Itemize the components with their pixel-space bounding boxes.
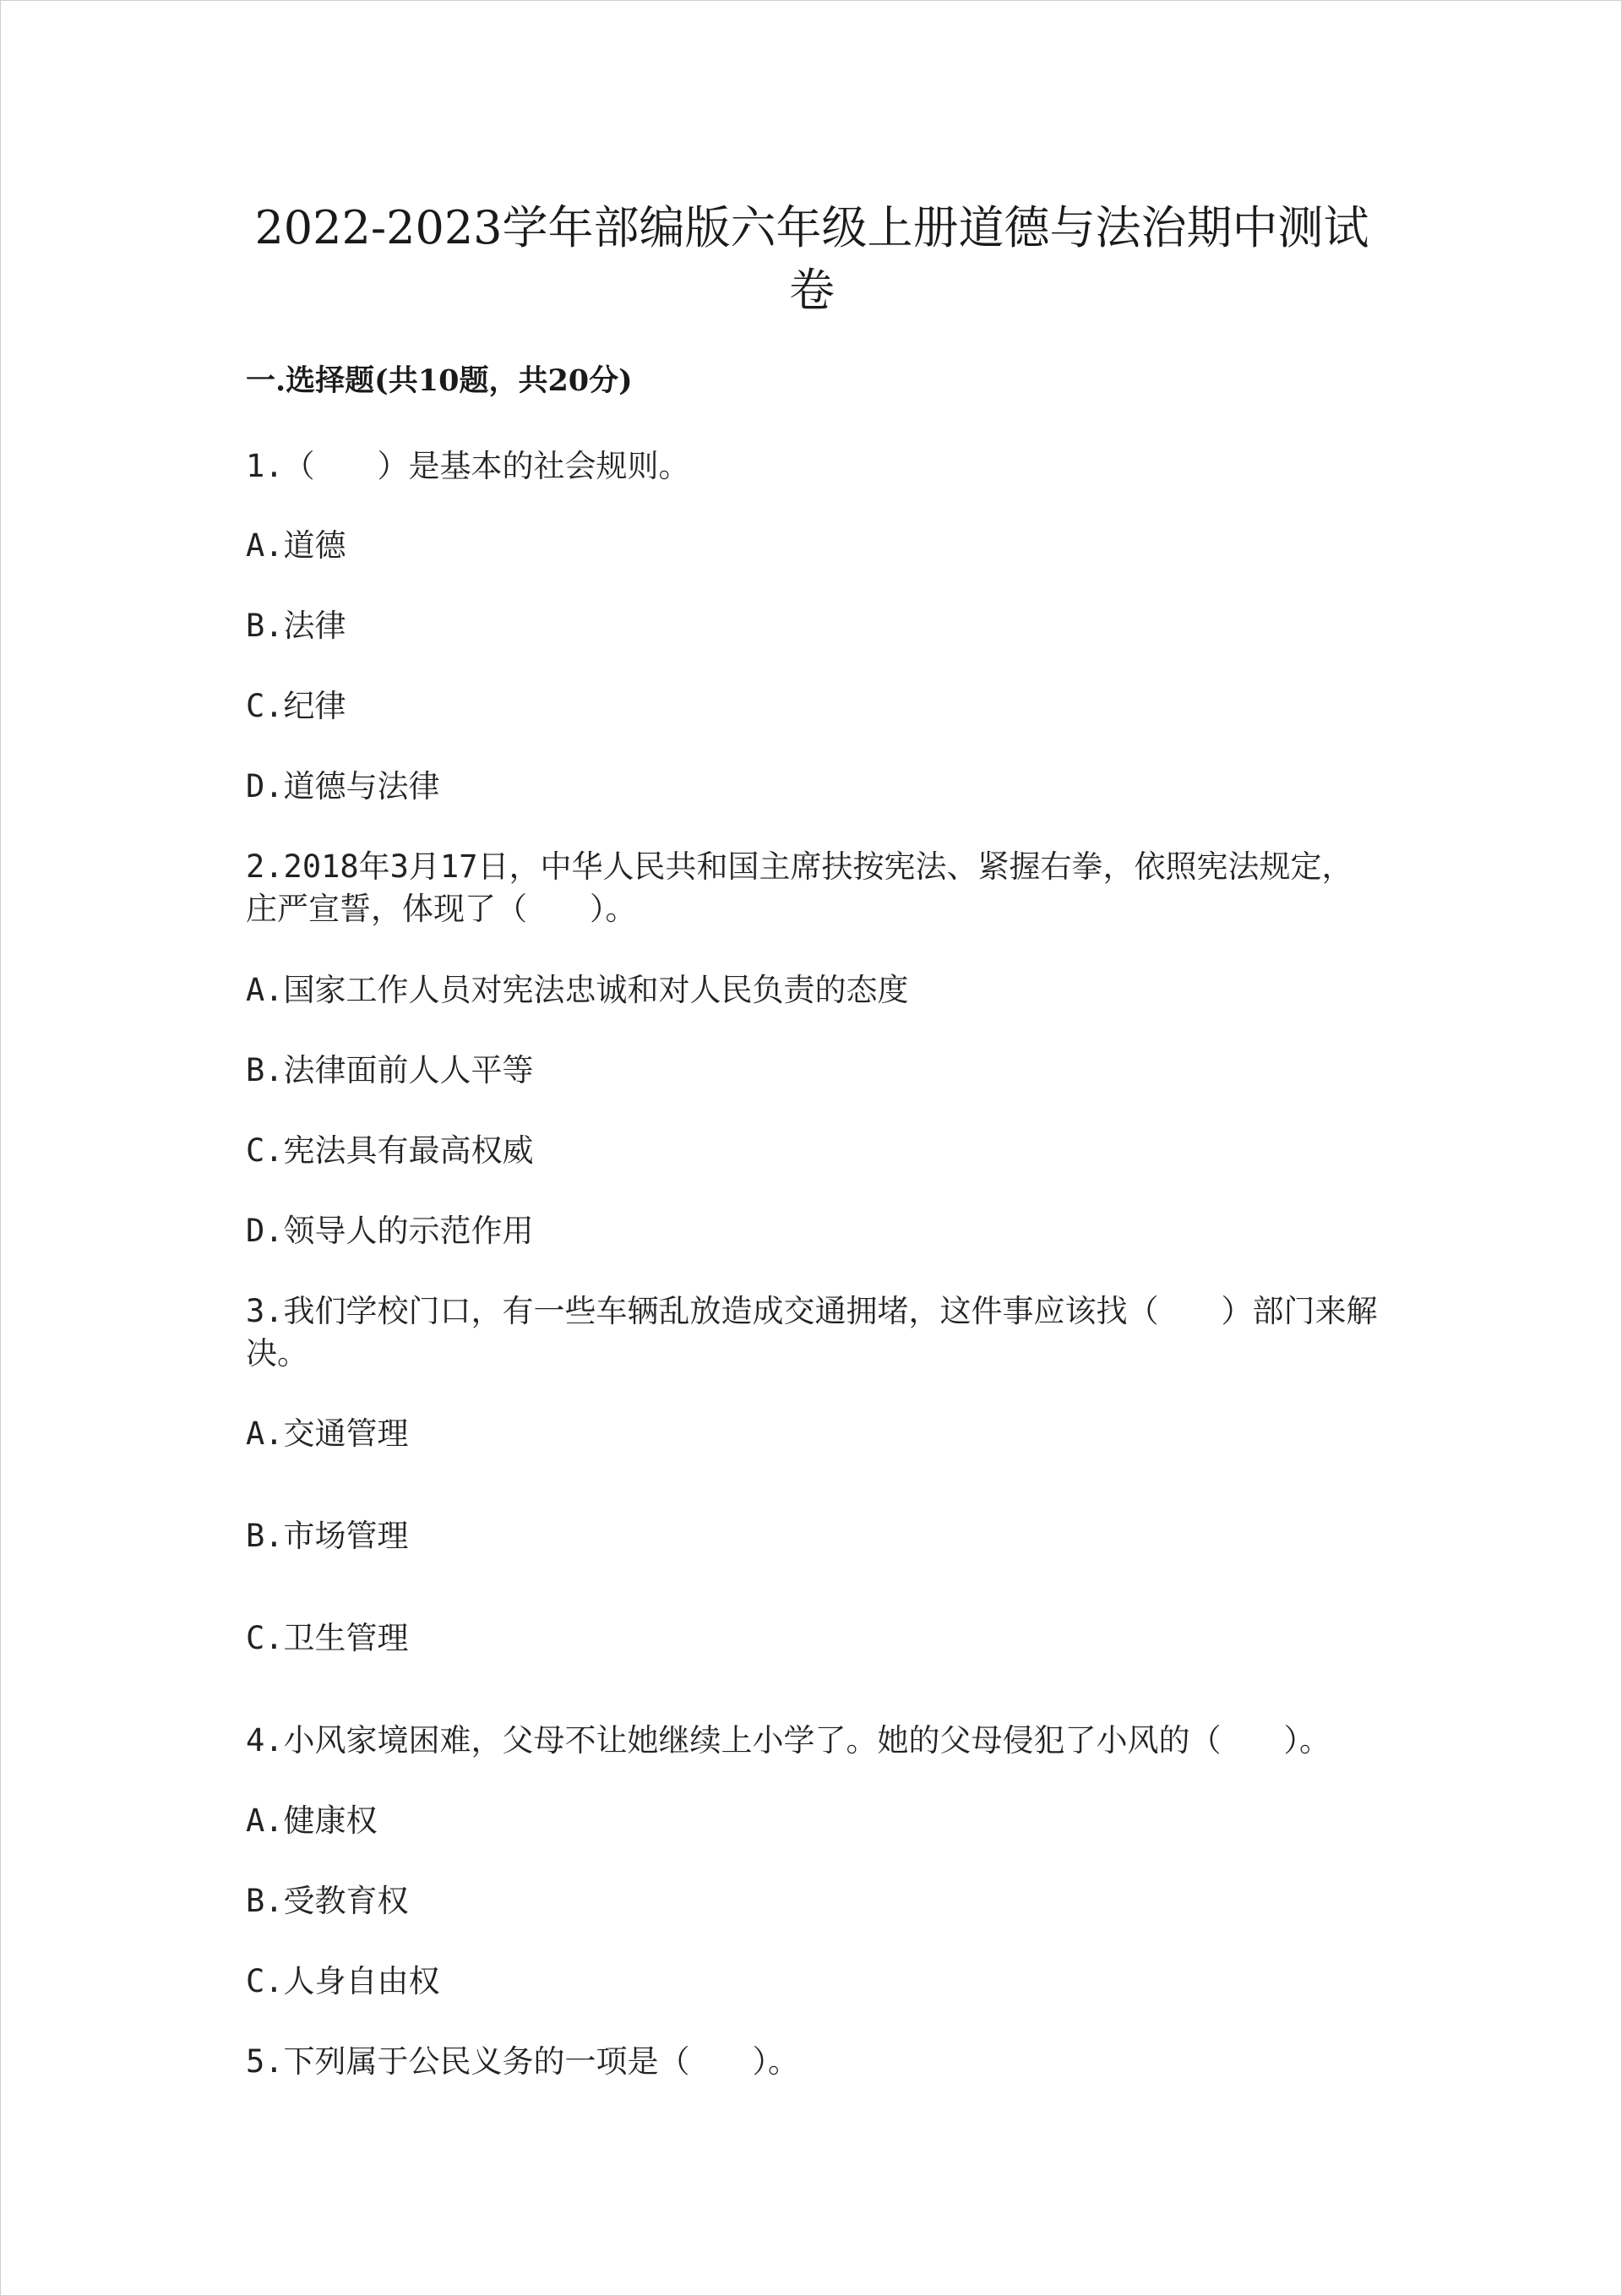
question-3-option-a: A.交通管理 [246,1415,409,1452]
question-3-option-c: C.卫生管理 [246,1620,409,1656]
question-5-stem: 5.下列属于公民义务的一项是（ ）。 [246,2043,800,2080]
question-1-option-c: C.纪律 [246,688,346,724]
question-4-option-b: B.受教育权 [246,1883,409,1919]
question-4-stem: 4.小风家境困难，父母不让她继续上小学了。她的父母侵犯了小风的（ ）。 [246,1722,1331,1759]
question-2-option-a: A.国家工作人员对宪法忠诚和对人民负责的态度 [246,972,909,1008]
question-3-option-b: B.市场管理 [246,1518,409,1554]
question-1-option-a: A.道德 [246,527,346,564]
question-4-option-c: C.人身自由权 [246,1963,440,1999]
question-2-option-d: D.领导人的示范作用 [246,1213,534,1249]
question-1-stem: 1.（ ）是基本的社会规则。 [246,448,690,484]
question-2-option-c: C.宪法具有最高权威 [246,1132,534,1169]
question-2-stem: 2.2018年3月17日，中华人民共和国主席扶按宪法、紧握右拳，依照宪法规定，庄严宣誓，体现了（ ）。 [246,848,1353,927]
section-heading: 一.选择题(共10题，共20分) [246,363,633,398]
question-2-option-b: B.法律面前人人平等 [246,1052,534,1088]
question-3-stem: 3.我们学校门口，有一些车辆乱放造成交通拥堵，这件事应该找（ ）部门来解决。 [246,1293,1378,1372]
question-1-option-d: D.道德与法律 [246,768,440,804]
question-4-option-a: A.健康权 [246,1802,378,1839]
question-1-option-b: B.法律 [246,608,346,644]
page-title: 2022-2023学年部编版六年级上册道德与法治期中测试卷 [254,201,1369,317]
